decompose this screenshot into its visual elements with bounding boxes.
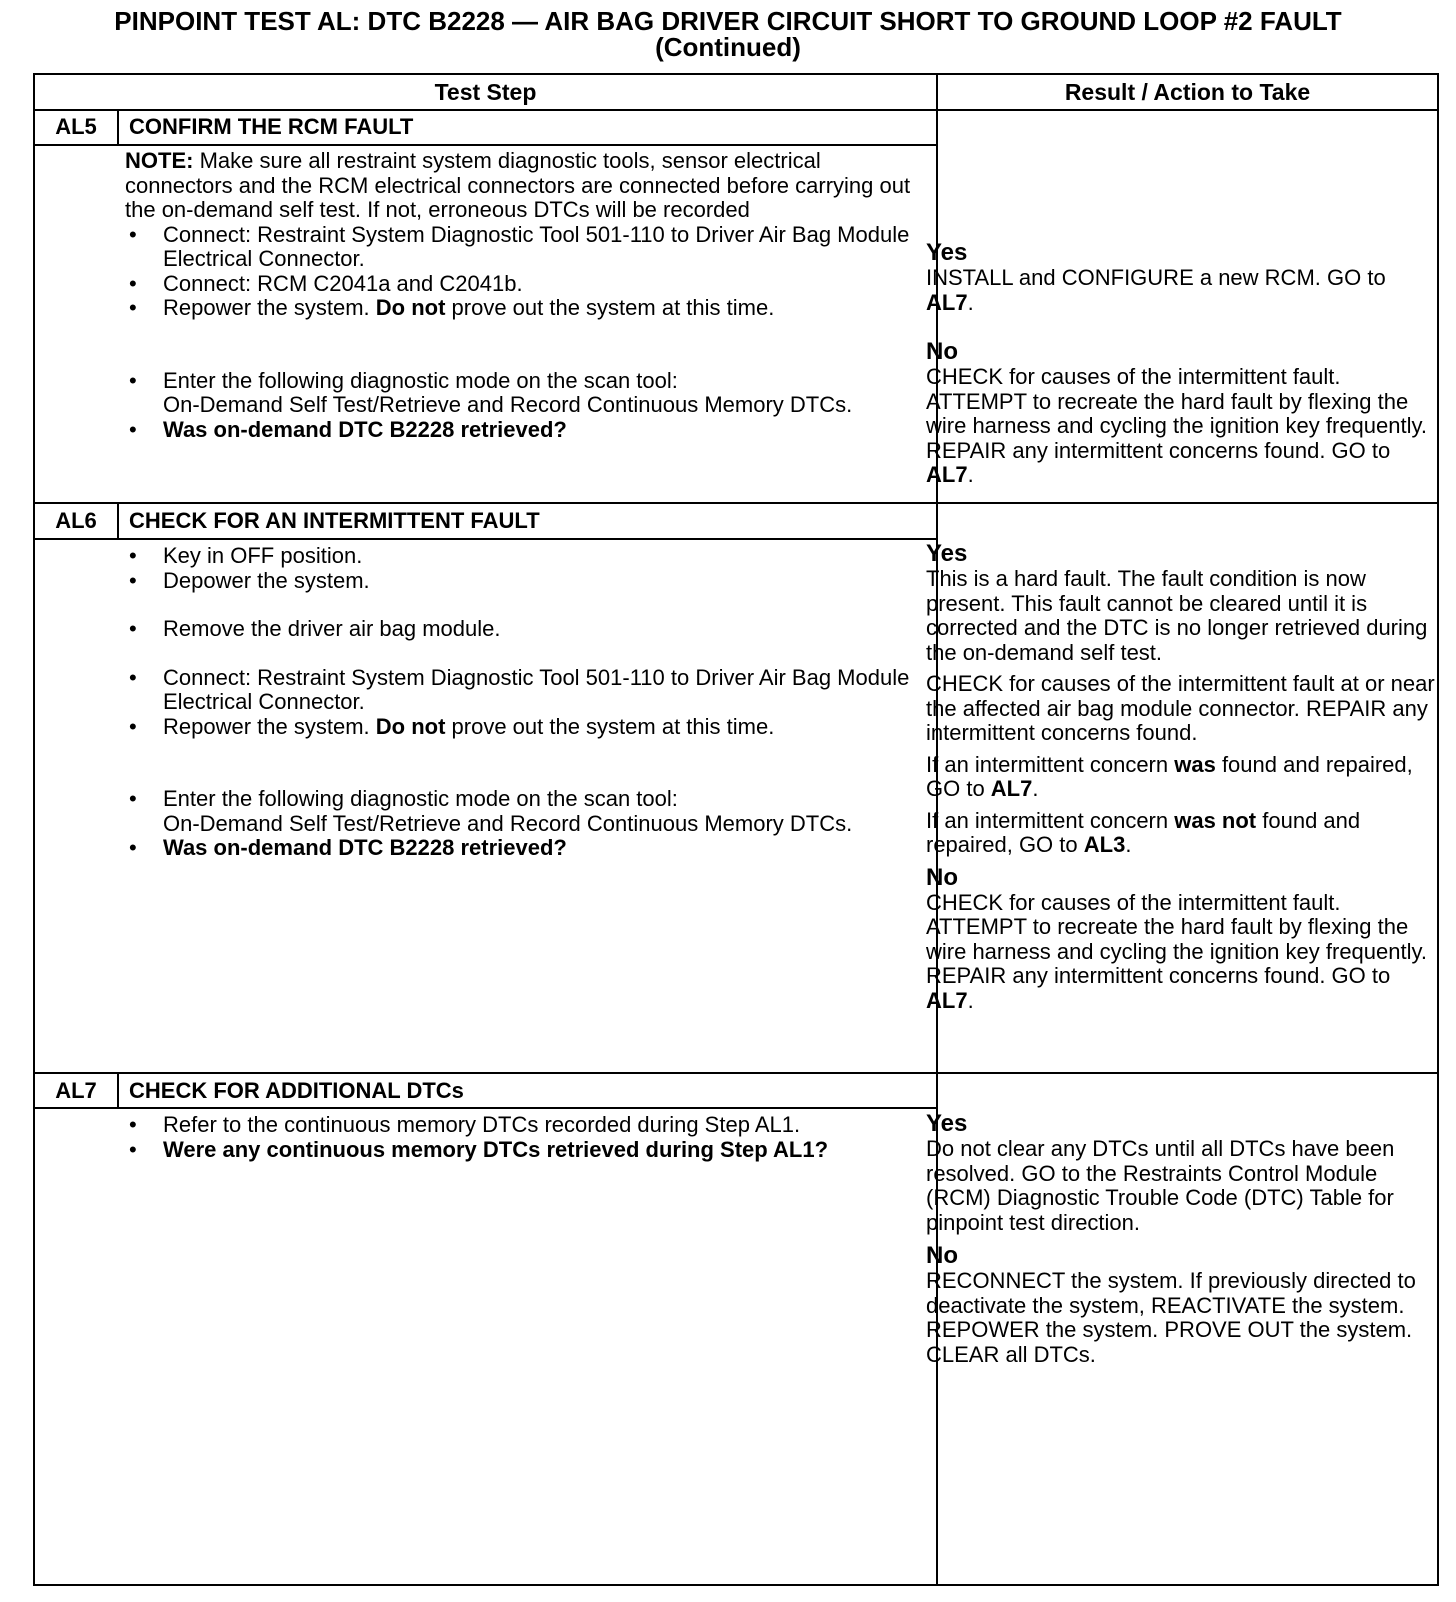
title-line-1: PINPOINT TEST AL: DTC B2228 — AIR BAG DRIVER CIRCUIT SHORT TO GROUND LOOP #2 FAULT	[114, 6, 1342, 36]
step-body-al6	[125, 544, 925, 861]
list-item: • Were any continuous memory DTCs retrieved during Step AL1?	[129, 1136, 829, 1162]
list-item: • Enter the following diagnostic mode on the scan tool: On-Demand Self Test/Retrieve and Record Continuous Memory DTCs.	[129, 786, 853, 836]
yes-action: CHECK for causes of the intermittent fault at or near the affected air bag module connector. REPAIR any intermittent concerns found.	[926, 671, 1435, 745]
list-item: • Was on-demand DTC B2228 retrieved?	[129, 835, 567, 860]
page-title	[0, 8, 1456, 60]
step-body-al7	[125, 1113, 925, 1162]
list-item: • Repower the system. Do not prove out the system at this time.	[129, 295, 775, 320]
title-line-2: (Continued)	[655, 32, 801, 62]
yes-action: This is a hard fault. The fault condition is now present. This fault cannot be cleared until it is corrected and the DTC is no longer retrieved during the on-demand self test.	[926, 566, 1428, 665]
result-al5	[926, 240, 1436, 488]
yes-label: Yes	[926, 1110, 968, 1137]
list-item: • Connect: Restraint System Diagnostic Tool 501-110 to Driver Air Bag Module Electrical Connector.	[129, 664, 910, 714]
step-id-al5: AL5	[55, 114, 97, 139]
no-action: CHECK for causes of the intermittent fault. ATTEMPT to recreate the hard fault by flexing the wire harness and cycling the ignition key frequently. REPAIR any intermittent concerns found. GO to AL7.	[926, 889, 1427, 1013]
list-item: • Remove the driver air bag module.	[129, 616, 501, 641]
yes-label: Yes	[926, 239, 968, 266]
list-item: • Connect: RCM C2041a and C2041b.	[129, 270, 523, 296]
al7-id-divider	[117, 1073, 119, 1108]
yes-action: Do not clear any DTCs until all DTCs have been resolved. GO to the Restraints Control Module (RCM) Diagnostic Trouble Code (DTC) Table for pinpoint test direction.	[926, 1136, 1395, 1235]
yes-action: If an intermittent concern was found and repaired, GO to AL7.	[926, 751, 1413, 801]
no-label: No	[926, 1242, 958, 1269]
list-item: • Key in OFF position.	[129, 543, 363, 568]
step-body-al5	[125, 149, 925, 442]
yes-label: Yes	[926, 540, 968, 567]
al5-title-divider	[35, 144, 936, 146]
al6-title-divider	[35, 538, 936, 540]
header-test-step: Test Step	[434, 79, 537, 105]
yes-action: If an intermittent concern was not found and repaired, GO to AL3.	[926, 807, 1361, 857]
step-id-al7: AL7	[55, 1078, 97, 1103]
yes-action: INSTALL and CONFIGURE a new RCM. GO to AL7.	[926, 265, 1386, 315]
step-title-al6: CHECK FOR AN INTERMITTENT FAULT	[129, 508, 540, 533]
list-item: • Depower the system.	[129, 567, 370, 593]
result-al6	[926, 541, 1436, 1013]
step-title-al5: CONFIRM THE RCM FAULT	[129, 114, 414, 139]
al5-id-divider	[117, 109, 119, 145]
step-title-al7: CHECK FOR ADDITIONAL DTCs	[129, 1078, 464, 1103]
no-action: RECONNECT the system. If previously directed to deactivate the system, REACTIVATE the system. REPOWER the system. PROVE OUT the system. CLEAR all DTCs.	[926, 1268, 1416, 1367]
list-item: • Enter the following diagnostic mode on the scan tool: On-Demand Self Test/Retrieve and Record Continuous Memory DTCs.	[129, 367, 853, 417]
note: NOTE: Make sure all restraint system diagnostic tools, sensor electrical connectors and the RCM electrical connectors are connected before carrying out the on-demand self test. If not, erroneous DTCs will be recorded	[125, 148, 911, 222]
al6-id-divider	[117, 503, 119, 539]
result-al7	[926, 1111, 1436, 1367]
list-item: • Repower the system. Do not prove out the system at this time.	[129, 713, 775, 739]
no-label: No	[926, 338, 958, 365]
step-id-al6: AL6	[55, 508, 97, 533]
no-action: CHECK for causes of the intermittent fault. ATTEMPT to recreate the hard fault by flexing the wire harness and cycling the ignition key frequently. REPAIR any intermittent concerns found. GO to AL7.	[926, 364, 1427, 487]
pinpoint-table	[33, 73, 1439, 1586]
header-result: Result / Action to Take	[1064, 79, 1311, 105]
list-item: • Was on-demand DTC B2228 retrieved?	[129, 416, 567, 442]
no-label: No	[926, 863, 958, 891]
list-item: • Connect: Restraint System Diagnostic Tool 501-110 to Driver Air Bag Module Electrical Connector.	[129, 221, 910, 271]
list-item: • Refer to the continuous memory DTCs recorded during Step AL1.	[129, 1112, 801, 1137]
